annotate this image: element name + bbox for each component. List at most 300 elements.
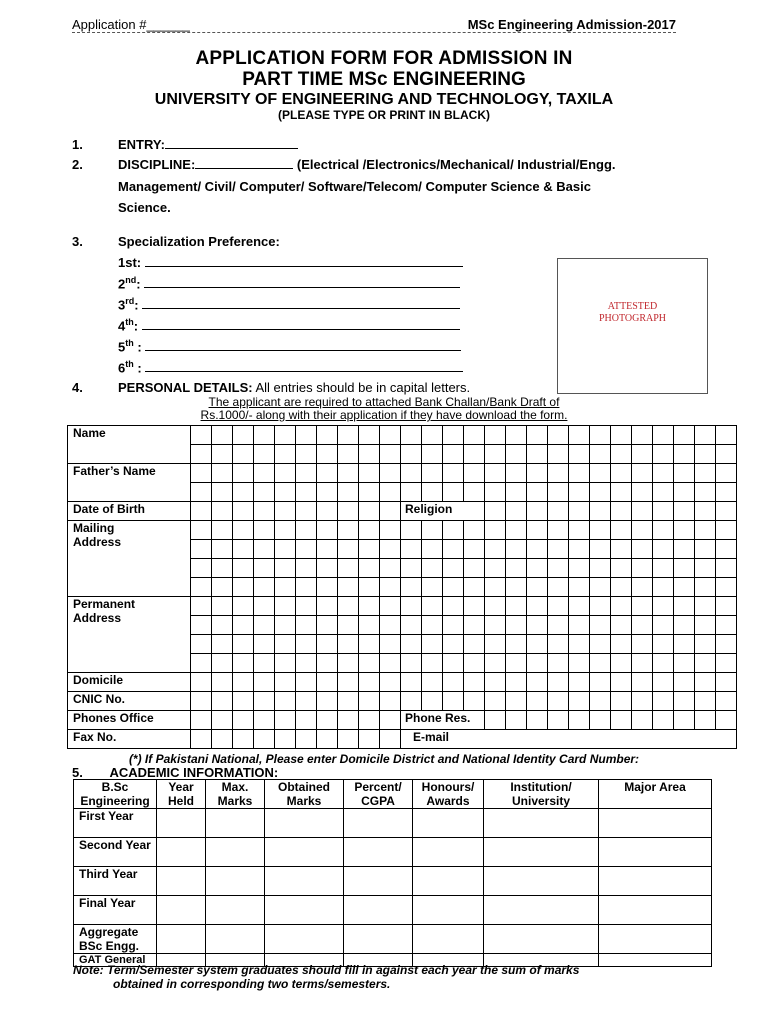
dob-cell[interactable] [359,502,380,521]
mailing-address-cell[interactable] [716,521,737,540]
fax-cell[interactable] [254,730,275,749]
dob-cell[interactable] [296,502,317,521]
mailing-address-cell[interactable] [653,559,674,578]
mailing-address-cell[interactable] [191,578,212,597]
permanent-address-cell[interactable] [590,654,611,673]
name-cell[interactable] [569,445,590,464]
permanent-address-cell[interactable] [359,654,380,673]
permanent-address-cell[interactable] [632,654,653,673]
mailing-address-cell[interactable] [611,521,632,540]
name-cell[interactable] [296,426,317,445]
phone-office-cell[interactable] [359,711,380,730]
permanent-address-cell[interactable] [296,635,317,654]
father-name-cell[interactable] [254,483,275,502]
pref-4-blank[interactable] [142,318,460,330]
cnic-cell[interactable] [485,692,506,711]
permanent-address-cell[interactable] [254,616,275,635]
third-year-cell[interactable] [484,867,599,896]
name-cell[interactable] [464,445,485,464]
mailing-address-cell[interactable] [317,540,338,559]
father-name-cell[interactable] [527,464,548,483]
permanent-address-cell[interactable] [443,635,464,654]
name-cell[interactable] [401,445,422,464]
phone-office-cell[interactable] [296,711,317,730]
father-name-cell[interactable] [296,483,317,502]
religion-cell[interactable] [674,502,695,521]
cnic-cell[interactable] [422,692,443,711]
name-cell[interactable] [632,426,653,445]
mailing-address-cell[interactable] [422,559,443,578]
cnic-cell[interactable] [212,692,233,711]
first-year-cell[interactable] [344,809,413,838]
mailing-address-cell[interactable] [464,540,485,559]
father-name-cell[interactable] [233,483,254,502]
religion-cell[interactable] [485,502,506,521]
mailing-address-cell[interactable] [632,521,653,540]
permanent-address-cell[interactable] [254,654,275,673]
name-cell[interactable] [548,426,569,445]
final-year-cell[interactable] [413,896,484,925]
third-year-cell[interactable] [157,867,206,896]
preference-2[interactable] [118,275,460,291]
third-year-cell[interactable] [265,867,344,896]
fax-cell[interactable] [359,730,380,749]
cnic-cell[interactable] [296,692,317,711]
father-name-cell[interactable] [485,483,506,502]
permanent-address-cell[interactable] [674,616,695,635]
phone-office-cell[interactable] [233,711,254,730]
cnic-cell[interactable] [380,692,401,711]
permanent-address-cell[interactable] [548,616,569,635]
permanent-address-cell[interactable] [233,597,254,616]
mailing-address-cell[interactable] [422,521,443,540]
mailing-address-cell[interactable] [317,578,338,597]
aggregate-cell[interactable] [157,925,206,954]
name-cell[interactable] [317,426,338,445]
permanent-address-cell[interactable] [233,616,254,635]
mailing-address-cell[interactable] [674,540,695,559]
name-cell[interactable] [611,445,632,464]
permanent-address-cell[interactable] [359,635,380,654]
domicile-cell[interactable] [611,673,632,692]
mailing-address-cell[interactable] [233,521,254,540]
father-name-cell[interactable] [674,464,695,483]
permanent-address-cell[interactable] [338,654,359,673]
final-year-cell[interactable] [157,896,206,925]
permanent-address-cell[interactable] [191,635,212,654]
phone-res-cell[interactable] [548,711,569,730]
cnic-cell[interactable] [632,692,653,711]
mailing-address-cell[interactable] [569,540,590,559]
mailing-address-cell[interactable] [632,578,653,597]
permanent-address-cell[interactable] [590,597,611,616]
father-name-cell[interactable] [716,483,737,502]
permanent-address-cell[interactable] [695,616,716,635]
father-name-cell[interactable] [632,483,653,502]
name-cell[interactable] [485,445,506,464]
permanent-address-cell[interactable] [485,597,506,616]
father-name-cell[interactable] [380,464,401,483]
permanent-address-cell[interactable] [506,616,527,635]
second-year-cell[interactable] [344,838,413,867]
mailing-address-cell[interactable] [485,559,506,578]
phone-office-cell[interactable] [380,711,401,730]
mailing-address-cell[interactable] [275,521,296,540]
domicile-cell[interactable] [212,673,233,692]
cnic-cell[interactable] [464,692,485,711]
phone-office-cell[interactable] [191,711,212,730]
phone-office-cell[interactable] [338,711,359,730]
name-cell[interactable] [254,445,275,464]
permanent-address-cell[interactable] [527,616,548,635]
mailing-address-cell[interactable] [569,521,590,540]
permanent-address-cell[interactable] [653,654,674,673]
name-cell[interactable] [716,445,737,464]
final-year-cell[interactable] [265,896,344,925]
father-name-cell[interactable] [653,464,674,483]
permanent-address-cell[interactable] [590,635,611,654]
mailing-address-cell[interactable] [338,578,359,597]
father-name-cell[interactable] [485,464,506,483]
religion-cell[interactable] [695,502,716,521]
mailing-address-cell[interactable] [443,559,464,578]
name-cell[interactable] [191,426,212,445]
permanent-address-cell[interactable] [359,616,380,635]
first-year-cell[interactable] [413,809,484,838]
mailing-address-cell[interactable] [359,559,380,578]
domicile-cell[interactable] [359,673,380,692]
permanent-address-cell[interactable] [317,635,338,654]
permanent-address-cell[interactable] [485,654,506,673]
name-cell[interactable] [653,426,674,445]
father-name-cell[interactable] [233,464,254,483]
domicile-cell[interactable] [338,673,359,692]
fax-cell[interactable] [275,730,296,749]
mailing-address-cell[interactable] [695,578,716,597]
second-year-cell[interactable] [206,838,265,867]
mailing-address-cell[interactable] [674,521,695,540]
name-cell[interactable] [359,426,380,445]
cnic-cell[interactable] [359,692,380,711]
permanent-address-cell[interactable] [212,635,233,654]
permanent-address-cell[interactable] [674,654,695,673]
third-year-cell[interactable] [413,867,484,896]
cnic-cell[interactable] [317,692,338,711]
mailing-address-cell[interactable] [380,540,401,559]
phone-res-cell[interactable] [695,711,716,730]
father-name-cell[interactable] [695,483,716,502]
name-cell[interactable] [338,426,359,445]
pref-5-blank[interactable] [145,339,461,351]
dob-cell[interactable] [254,502,275,521]
domicile-cell[interactable] [590,673,611,692]
father-name-cell[interactable] [317,464,338,483]
mailing-address-cell[interactable] [401,559,422,578]
name-cell[interactable] [548,445,569,464]
name-cell[interactable] [254,426,275,445]
mailing-address-cell[interactable] [296,559,317,578]
mailing-address-cell[interactable] [632,540,653,559]
mailing-address-cell[interactable] [359,540,380,559]
father-name-cell[interactable] [275,464,296,483]
permanent-address-cell[interactable] [359,597,380,616]
mailing-address-cell[interactable] [611,578,632,597]
religion-cell[interactable] [590,502,611,521]
photo-box[interactable] [557,258,708,394]
permanent-address-cell[interactable] [401,654,422,673]
cnic-cell[interactable] [233,692,254,711]
permanent-address-cell[interactable] [695,597,716,616]
mailing-address-cell[interactable] [611,540,632,559]
name-cell[interactable] [380,445,401,464]
phone-res-cell[interactable] [674,711,695,730]
name-cell[interactable] [611,426,632,445]
pref-2-blank[interactable] [144,276,460,288]
mailing-address-cell[interactable] [485,540,506,559]
preference-6[interactable] [118,359,463,375]
permanent-address-cell[interactable] [464,654,485,673]
mailing-address-cell[interactable] [548,540,569,559]
mailing-address-cell[interactable] [464,578,485,597]
permanent-address-cell[interactable] [569,597,590,616]
permanent-address-cell[interactable] [380,616,401,635]
entry-field[interactable] [118,137,298,152]
permanent-address-cell[interactable] [191,616,212,635]
name-cell[interactable] [716,426,737,445]
mailing-address-cell[interactable] [191,559,212,578]
permanent-address-cell[interactable] [296,616,317,635]
mailing-address-cell[interactable] [275,559,296,578]
permanent-address-cell[interactable] [443,616,464,635]
religion-cell[interactable] [527,502,548,521]
permanent-address-cell[interactable] [317,654,338,673]
mailing-address-cell[interactable] [212,540,233,559]
domicile-cell[interactable] [653,673,674,692]
first-year-cell[interactable] [206,809,265,838]
domicile-cell[interactable] [674,673,695,692]
permanent-address-cell[interactable] [569,616,590,635]
phone-office-cell[interactable] [275,711,296,730]
father-name-cell[interactable] [401,464,422,483]
permanent-address-cell[interactable] [653,635,674,654]
first-year-cell[interactable] [484,809,599,838]
permanent-address-cell[interactable] [443,654,464,673]
permanent-address-cell[interactable] [401,616,422,635]
name-cell[interactable] [674,445,695,464]
father-name-cell[interactable] [359,483,380,502]
cnic-cell[interactable] [275,692,296,711]
permanent-address-cell[interactable] [632,616,653,635]
name-cell[interactable] [632,445,653,464]
father-name-cell[interactable] [695,464,716,483]
name-cell[interactable] [233,426,254,445]
permanent-address-cell[interactable] [611,654,632,673]
discipline-field[interactable] [118,157,616,172]
domicile-cell[interactable] [275,673,296,692]
permanent-address-cell[interactable] [485,635,506,654]
name-cell[interactable] [191,445,212,464]
cnic-cell[interactable] [548,692,569,711]
name-cell[interactable] [422,445,443,464]
domicile-cell[interactable] [296,673,317,692]
domicile-cell[interactable] [569,673,590,692]
mailing-address-cell[interactable] [212,559,233,578]
mailing-address-cell[interactable] [317,559,338,578]
name-cell[interactable] [401,426,422,445]
father-name-cell[interactable] [506,483,527,502]
mailing-address-cell[interactable] [506,578,527,597]
first-year-cell[interactable] [599,809,712,838]
father-name-cell[interactable] [611,464,632,483]
aggregate-cell[interactable] [265,925,344,954]
mailing-address-cell[interactable] [338,559,359,578]
cnic-cell[interactable] [695,692,716,711]
cnic-cell[interactable] [191,692,212,711]
mailing-address-cell[interactable] [296,540,317,559]
mailing-address-cell[interactable] [611,559,632,578]
name-cell[interactable] [506,445,527,464]
name-cell[interactable] [359,445,380,464]
father-name-cell[interactable] [380,483,401,502]
permanent-address-cell[interactable] [464,635,485,654]
permanent-address-cell[interactable] [422,654,443,673]
father-name-cell[interactable] [569,483,590,502]
father-name-cell[interactable] [716,464,737,483]
second-year-cell[interactable] [484,838,599,867]
pref-3-blank[interactable] [142,297,460,309]
mailing-address-cell[interactable] [275,578,296,597]
permanent-address-cell[interactable] [674,635,695,654]
permanent-address-cell[interactable] [611,635,632,654]
dob-cell[interactable] [212,502,233,521]
permanent-address-cell[interactable] [506,654,527,673]
preference-3[interactable] [118,296,460,312]
mailing-address-cell[interactable] [212,578,233,597]
phone-res-cell[interactable] [569,711,590,730]
mailing-address-cell[interactable] [653,540,674,559]
domicile-cell[interactable] [464,673,485,692]
permanent-address-cell[interactable] [569,635,590,654]
mailing-address-cell[interactable] [674,578,695,597]
father-name-cell[interactable] [443,483,464,502]
permanent-address-cell[interactable] [653,597,674,616]
permanent-address-cell[interactable] [296,597,317,616]
mailing-address-cell[interactable] [590,559,611,578]
mailing-address-cell[interactable] [485,521,506,540]
father-name-cell[interactable] [338,464,359,483]
name-cell[interactable] [317,445,338,464]
mailing-address-cell[interactable] [380,521,401,540]
mailing-address-cell[interactable] [653,521,674,540]
father-name-cell[interactable] [212,464,233,483]
permanent-address-cell[interactable] [275,597,296,616]
permanent-address-cell[interactable] [380,654,401,673]
permanent-address-cell[interactable] [212,654,233,673]
name-cell[interactable] [275,426,296,445]
permanent-address-cell[interactable] [632,597,653,616]
mailing-address-cell[interactable] [485,578,506,597]
permanent-address-cell[interactable] [506,635,527,654]
religion-cell[interactable] [548,502,569,521]
mailing-address-cell[interactable] [569,578,590,597]
permanent-address-cell[interactable] [254,635,275,654]
permanent-address-cell[interactable] [548,635,569,654]
cnic-cell[interactable] [653,692,674,711]
permanent-address-cell[interactable] [716,616,737,635]
domicile-cell[interactable] [233,673,254,692]
mailing-address-cell[interactable] [233,559,254,578]
cnic-cell[interactable] [506,692,527,711]
cnic-cell[interactable] [569,692,590,711]
phone-office-cell[interactable] [317,711,338,730]
mailing-address-cell[interactable] [443,521,464,540]
permanent-address-cell[interactable] [191,654,212,673]
mailing-address-cell[interactable] [401,521,422,540]
dob-cell[interactable] [233,502,254,521]
permanent-address-cell[interactable] [611,597,632,616]
permanent-address-cell[interactable] [338,597,359,616]
fax-cell[interactable] [191,730,212,749]
aggregate-cell[interactable] [599,925,712,954]
dob-cell[interactable] [275,502,296,521]
domicile-cell[interactable] [380,673,401,692]
mailing-address-cell[interactable] [695,521,716,540]
permanent-address-cell[interactable] [275,654,296,673]
mailing-address-cell[interactable] [464,521,485,540]
domicile-cell[interactable] [254,673,275,692]
mailing-address-cell[interactable] [590,540,611,559]
father-name-cell[interactable] [254,464,275,483]
permanent-address-cell[interactable] [464,597,485,616]
father-name-cell[interactable] [548,483,569,502]
phone-office-cell[interactable] [212,711,233,730]
phone-res-cell[interactable] [611,711,632,730]
domicile-cell[interactable] [695,673,716,692]
father-name-cell[interactable] [590,483,611,502]
permanent-address-cell[interactable] [317,616,338,635]
mailing-address-cell[interactable] [443,540,464,559]
permanent-address-cell[interactable] [716,635,737,654]
cnic-cell[interactable] [254,692,275,711]
permanent-address-cell[interactable] [254,597,275,616]
name-cell[interactable] [695,445,716,464]
mailing-address-cell[interactable] [338,540,359,559]
mailing-address-cell[interactable] [422,578,443,597]
permanent-address-cell[interactable] [212,616,233,635]
permanent-address-cell[interactable] [485,616,506,635]
mailing-address-cell[interactable] [464,559,485,578]
mailing-address-cell[interactable] [401,540,422,559]
preference-1[interactable] [118,255,463,270]
permanent-address-cell[interactable] [422,597,443,616]
mailing-address-cell[interactable] [548,559,569,578]
mailing-address-cell[interactable] [254,559,275,578]
phone-res-cell[interactable] [716,711,737,730]
cnic-cell[interactable] [590,692,611,711]
mailing-address-cell[interactable] [296,521,317,540]
father-name-cell[interactable] [422,483,443,502]
mailing-address-cell[interactable] [548,521,569,540]
mailing-address-cell[interactable] [569,559,590,578]
father-name-cell[interactable] [464,464,485,483]
mailing-address-cell[interactable] [359,578,380,597]
mailing-address-cell[interactable] [275,540,296,559]
second-year-cell[interactable] [599,838,712,867]
name-cell[interactable] [527,445,548,464]
permanent-address-cell[interactable] [380,597,401,616]
mailing-address-cell[interactable] [254,578,275,597]
cnic-cell[interactable] [401,692,422,711]
